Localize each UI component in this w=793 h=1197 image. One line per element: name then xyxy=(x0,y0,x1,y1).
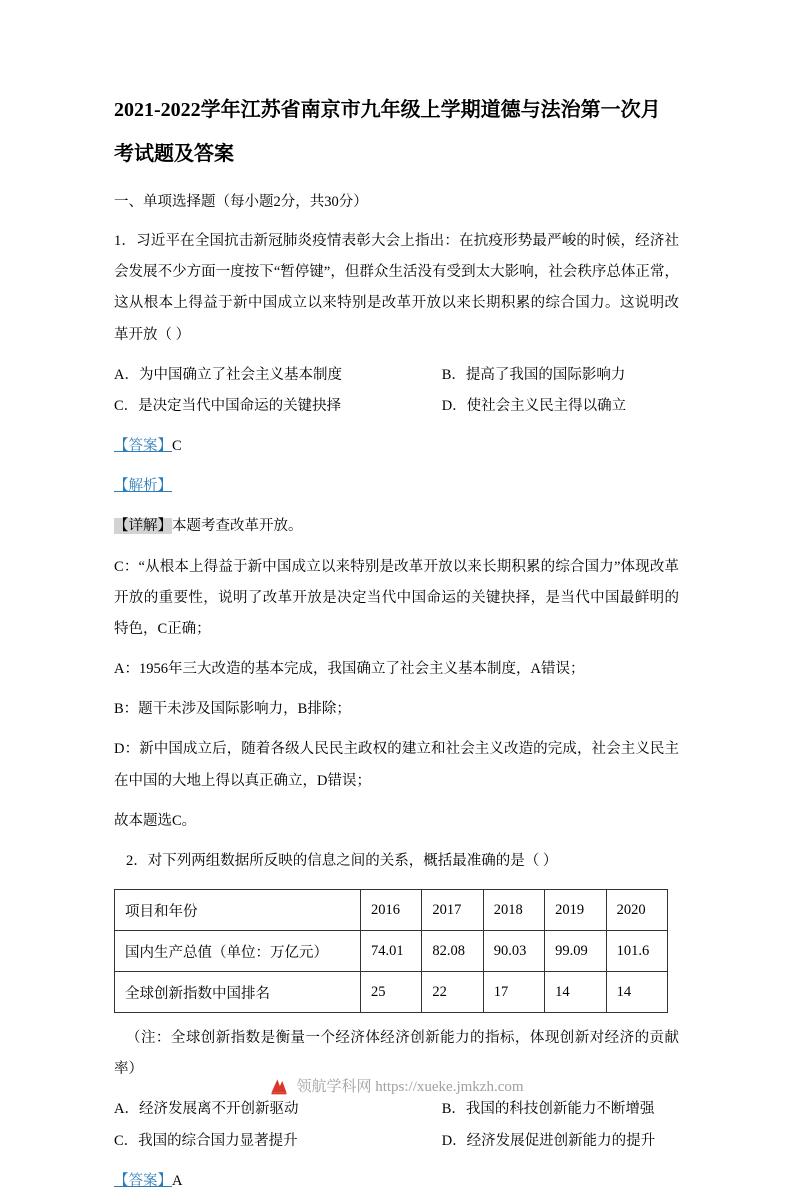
table-cell: 2017 xyxy=(422,890,483,931)
q1-answer-value: C xyxy=(172,438,182,455)
table-row-gdp xyxy=(115,931,668,972)
q2-options xyxy=(114,1094,679,1156)
table-cell: 2018 xyxy=(483,890,544,931)
footer-watermark xyxy=(0,1075,793,1096)
q2-answer-value: A xyxy=(172,1172,183,1189)
q1-detail-line xyxy=(114,511,679,542)
table-cell: 101.6 xyxy=(606,931,667,972)
q2-option-a: A．经济发展离不开创新驱动 xyxy=(114,1101,299,1118)
q1-analysis-paragraph-a: A：1956年三大改造的基本完成，我国确立了社会主义基本制度，A错误； xyxy=(114,661,585,678)
q1-answer-line xyxy=(114,431,679,462)
q1-analysis-line xyxy=(114,471,679,502)
table-cell: 2020 xyxy=(606,890,667,931)
q1-analysis-paragraph-c: C：“从根本上得益于新中国成立以来特别是改革开放以来长期积累的综合国力”体现改革开放的重要性，说明了改革开放是决定当代中国命运的关键抉择，是当代中国最鲜明的特色，C正确； xyxy=(114,558,679,637)
q1-stem: 1．习近平在全国抗击新冠肺炎疫情表彰大会上指出：在抗疫形势最严峻的时候，经济社会发展不少方面一度按下“暂停键”，但群众生活没有受到太大影响，社会秩序总体正常，这从根本上得益于新中国成立以来特别是改革开放以来长期积累的综合国力。这说明改革开放（ ） xyxy=(114,233,679,343)
q2-option-d: D．经济发展促进创新能力的提升 xyxy=(441,1132,656,1149)
table-cell: 90.03 xyxy=(483,931,544,972)
q1-option-d: D．使社会主义民主得以确立 xyxy=(441,397,627,414)
table-cell: 2016 xyxy=(361,890,422,931)
q1-option-b: B．提高了我国的国际影响力 xyxy=(441,366,626,383)
q1-analysis-conclusion: 故本题选C。 xyxy=(114,812,197,829)
table-cell: 22 xyxy=(422,972,483,1013)
table-cell: 国内生产总值（单位：万亿元） xyxy=(115,931,361,972)
q2-note: （注：全球创新指数是衡量一个经济体经济创新能力的指标，体现创新对经济的贡献率） xyxy=(114,1030,679,1078)
table-cell: 14 xyxy=(606,972,667,1013)
q2-option-b: B．我国的科技创新能力不断增强 xyxy=(441,1101,655,1118)
q2-option-c: C．我国的综合国力显著提升 xyxy=(114,1132,298,1149)
q1-options xyxy=(114,360,679,422)
site-logo-icon xyxy=(269,1076,289,1096)
table-cell: 17 xyxy=(483,972,544,1013)
q1-detail-label: 【详解】 xyxy=(114,518,172,535)
q2-data-table xyxy=(114,889,668,1013)
table-cell: 99.09 xyxy=(545,931,606,972)
table-cell: 14 xyxy=(545,972,606,1013)
q2-answer-label: 【答案】 xyxy=(114,1172,172,1189)
table-cell: 项目和年份 xyxy=(115,890,361,931)
page-title: 2021-2022学年江苏省南京市九年级上学期道德与法治第一次月考试题及答案 xyxy=(114,99,661,165)
q1-detail-intro: 本题考查改革开放。 xyxy=(172,518,303,535)
table-row-header xyxy=(115,890,668,931)
q2-answer-line xyxy=(114,1166,679,1197)
section-header: 一、单项选择题（每小题2分，共30分） xyxy=(114,194,368,210)
q1-analysis-label: 【解析】 xyxy=(114,478,172,495)
table-row-innovation-rank xyxy=(115,972,668,1013)
q1-analysis-paragraph-d: D：新中国成立后，随着各级人民民主政权的建立和社会主义改造的完成，社会主义民主在中国的大地上得以真正确立，D错误； xyxy=(114,741,679,789)
q1-answer-label: 【答案】 xyxy=(114,438,172,455)
table-cell: 2019 xyxy=(545,890,606,931)
table-cell: 74.01 xyxy=(361,931,422,972)
q1-option-c: C．是决定当代中国命运的关键抉择 xyxy=(114,397,342,414)
q1-analysis-paragraph-b: B：题干未涉及国际影响力，B排除； xyxy=(114,701,351,718)
table-cell: 25 xyxy=(361,972,422,1013)
q2-stem: 2．对下列两组数据所反映的信息之间的关系，概括最准确的是（ ） xyxy=(126,852,558,869)
q1-option-a: A．为中国确立了社会主义基本制度 xyxy=(114,366,342,383)
table-cell: 全球创新指数中国排名 xyxy=(115,972,361,1013)
site-url-text: 领航学科网 https://xueke.jmkzh.com xyxy=(296,1079,524,1095)
table-cell: 82.08 xyxy=(422,931,483,972)
